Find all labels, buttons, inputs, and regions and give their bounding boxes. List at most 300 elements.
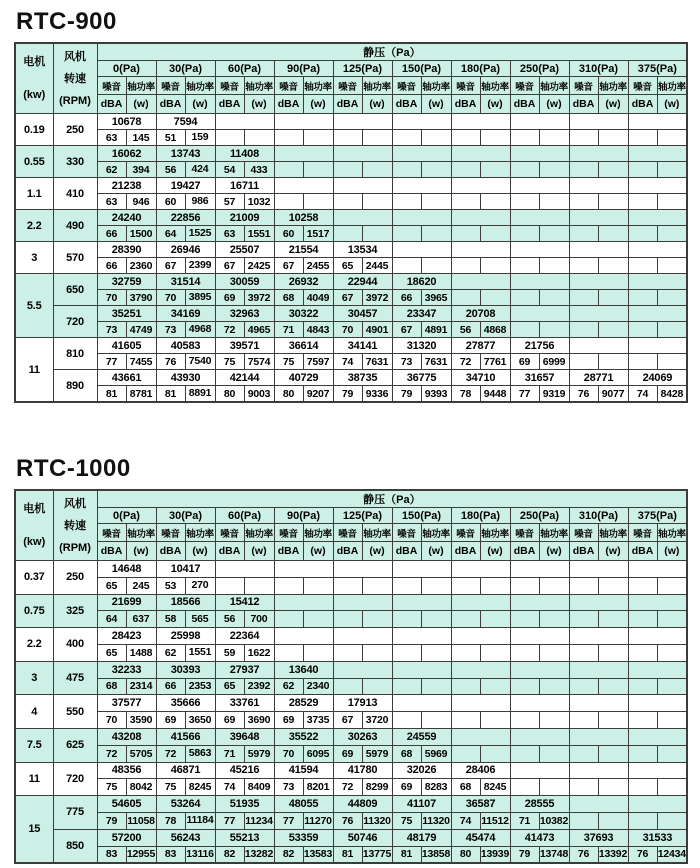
noise-power-row (15, 354, 687, 370)
power-value-cell: 5979 (362, 745, 392, 762)
noise-value-cell: 81 (97, 386, 126, 403)
airflow-cell: 22364 (215, 628, 274, 645)
noise-header: 噪音 (569, 524, 598, 542)
airflow-cell (569, 306, 628, 322)
noise-value-cell: 80 (215, 386, 244, 403)
noise-value-cell (628, 644, 657, 661)
power-value-cell: 245 (126, 577, 156, 594)
airflow-cell: 45216 (215, 762, 274, 779)
power-value-cell (362, 194, 392, 210)
section-rtc-1000 (14, 455, 686, 864)
noise-value-cell: 70 (156, 290, 185, 306)
power-value-cell: 4843 (303, 322, 333, 338)
power-value-cell (657, 226, 687, 242)
power-value-cell (657, 130, 687, 146)
noise-value-cell: 67 (215, 258, 244, 274)
airflow-cell: 34169 (156, 306, 215, 322)
power-value-cell: 4965 (244, 322, 274, 338)
airflow-cell (569, 762, 628, 779)
airflow-cell (392, 178, 451, 194)
power-value-cell (539, 577, 569, 594)
noise-unit-header: dBA (392, 95, 421, 114)
power-value-cell: 8409 (244, 779, 274, 796)
noise-value-cell: 71 (510, 812, 539, 829)
noise-value-cell (451, 678, 480, 695)
airflow-cell: 25507 (215, 242, 274, 258)
noise-value-cell: 66 (156, 678, 185, 695)
airflow-cell: 28529 (274, 695, 333, 712)
noise-value-cell: 79 (510, 846, 539, 863)
airflow-cell: 22944 (333, 274, 392, 290)
pressure-header: 125(Pa) (333, 508, 392, 524)
power-value-cell (362, 611, 392, 628)
noise-value-cell: 74 (333, 354, 362, 370)
power-value-cell: 145 (126, 130, 156, 146)
fan-rpm-cell: 720 (53, 306, 97, 338)
table-header (15, 490, 687, 561)
motor-kw-cell: 1.1 (15, 178, 53, 210)
noise-value-cell (510, 162, 539, 178)
airflow-cell (510, 661, 569, 678)
power-value-cell (539, 290, 569, 306)
airflow-cell: 28390 (97, 242, 156, 258)
noise-value-cell: 80 (451, 846, 480, 863)
airflow-cell: 16711 (215, 178, 274, 194)
airflow-cell (392, 210, 451, 226)
airflow-cell: 13743 (156, 146, 215, 162)
airflow-cell: 45474 (451, 829, 510, 846)
noise-value-cell (333, 194, 362, 210)
noise-value-cell (274, 577, 303, 594)
power-value-cell (362, 226, 392, 242)
airflow-cell (628, 728, 687, 745)
airflow-cell: 48179 (392, 829, 451, 846)
noise-value-cell: 53 (156, 577, 185, 594)
airflow-cell (274, 561, 333, 578)
airflow-cell (510, 695, 569, 712)
noise-value-cell (333, 130, 362, 146)
airflow-cell (451, 695, 510, 712)
noise-value-cell: 60 (156, 194, 185, 210)
noise-value-cell (569, 194, 598, 210)
airflow-cell (569, 796, 628, 813)
power-value-cell: 12434 (657, 846, 687, 863)
airflow-cell (510, 594, 569, 611)
noise-power-row (15, 322, 687, 338)
airflow-cell (569, 210, 628, 226)
power-value-cell (657, 194, 687, 210)
airflow-cell (392, 661, 451, 678)
airflow-cell: 43930 (156, 370, 215, 386)
noise-value-cell (628, 779, 657, 796)
shaft-power-header: 轴功率 (657, 524, 687, 542)
power-value-cell (539, 226, 569, 242)
motor-kw-cell: 2.2 (15, 210, 53, 242)
fan-rpm-header-text (54, 493, 97, 559)
airflow-cell: 21238 (97, 178, 156, 194)
noise-value-cell (392, 162, 421, 178)
power-value-cell (244, 577, 274, 594)
power-value-cell: 637 (126, 611, 156, 628)
noise-value-cell (569, 779, 598, 796)
power-value-cell: 1032 (244, 194, 274, 210)
noise-header: 噪音 (392, 77, 421, 95)
noise-header: 噪音 (333, 77, 362, 95)
noise-unit-header: dBA (97, 95, 126, 114)
noise-value-cell (510, 130, 539, 146)
airflow-cell (333, 114, 392, 130)
power-unit-header: (w) (598, 542, 628, 561)
power-value-cell (657, 644, 687, 661)
pressure-header: 180(Pa) (451, 508, 510, 524)
airflow-row (15, 242, 687, 258)
airflow-cell: 15412 (215, 594, 274, 611)
power-value-cell: 2445 (362, 258, 392, 274)
motor-unit-label: (kw) (23, 536, 46, 548)
pressure-header: 125(Pa) (333, 61, 392, 77)
pressure-header: 90(Pa) (274, 61, 333, 77)
noise-value-cell: 68 (274, 290, 303, 306)
static-pressure-header: 静压（Pa） (97, 43, 687, 61)
power-unit-header: (w) (126, 95, 156, 114)
noise-value-cell: 60 (274, 226, 303, 242)
power-value-cell: 424 (185, 162, 215, 178)
noise-value-cell: 58 (156, 611, 185, 628)
noise-value-cell: 69 (274, 712, 303, 729)
airflow-cell: 24240 (97, 210, 156, 226)
pressure-header: 375(Pa) (628, 61, 687, 77)
noise-value-cell (392, 577, 421, 594)
noise-value-cell: 57 (215, 194, 244, 210)
noise-unit-header: dBA (628, 542, 657, 561)
airflow-cell: 56243 (156, 829, 215, 846)
header-row-noise-power (15, 77, 687, 95)
noise-value-cell (274, 644, 303, 661)
pressure-header: 310(Pa) (569, 61, 628, 77)
noise-header: 噪音 (510, 77, 539, 95)
airflow-cell: 48055 (274, 796, 333, 813)
power-value-cell: 9393 (421, 386, 451, 403)
shaft-power-header: 轴功率 (598, 77, 628, 95)
airflow-cell (628, 594, 687, 611)
airflow-cell: 42144 (215, 370, 274, 386)
noise-value-cell: 62 (274, 678, 303, 695)
airflow-cell: 34710 (451, 370, 510, 386)
noise-header: 噪音 (451, 77, 480, 95)
power-value-cell (480, 611, 510, 628)
airflow-cell (569, 114, 628, 130)
airflow-cell: 30393 (156, 661, 215, 678)
fan-rpm-cell: 250 (53, 561, 97, 595)
airflow-cell (628, 306, 687, 322)
fan-rpm-cell: 330 (53, 146, 97, 178)
airflow-cell: 35666 (156, 695, 215, 712)
noise-value-cell: 77 (97, 354, 126, 370)
power-value-cell: 3590 (126, 712, 156, 729)
noise-value-cell: 63 (97, 194, 126, 210)
noise-value-cell (628, 678, 657, 695)
airflow-cell (569, 274, 628, 290)
noise-unit-header: dBA (156, 542, 185, 561)
noise-value-cell (451, 611, 480, 628)
noise-value-cell: 67 (392, 322, 421, 338)
power-unit-header: (w) (657, 542, 687, 561)
power-value-cell (303, 577, 333, 594)
airflow-cell: 46871 (156, 762, 215, 779)
power-value-cell: 9077 (598, 386, 628, 403)
noise-value-cell (510, 290, 539, 306)
noise-value-cell (569, 745, 598, 762)
power-value-cell (421, 194, 451, 210)
noise-value-cell: 75 (274, 354, 303, 370)
power-unit-header: (w) (657, 95, 687, 114)
power-value-cell (657, 162, 687, 178)
power-value-cell (421, 644, 451, 661)
power-value-cell: 5705 (126, 745, 156, 762)
noise-value-cell (569, 290, 598, 306)
noise-header: 噪音 (510, 524, 539, 542)
power-value-cell: 13116 (185, 846, 215, 863)
airflow-cell: 20708 (451, 306, 510, 322)
noise-value-cell (451, 712, 480, 729)
airflow-cell (510, 178, 569, 194)
airflow-cell: 36587 (451, 796, 510, 813)
power-value-cell: 2425 (244, 258, 274, 274)
header-row-pressures (15, 508, 687, 524)
noise-value-cell: 73 (97, 322, 126, 338)
noise-value-cell: 68 (97, 678, 126, 695)
header-row-units (15, 95, 687, 114)
airflow-cell (274, 628, 333, 645)
noise-value-cell: 69 (333, 745, 362, 762)
airflow-cell: 24069 (628, 370, 687, 386)
airflow-cell: 39571 (215, 338, 274, 354)
table-header (15, 43, 687, 114)
power-value-cell (480, 226, 510, 242)
airflow-cell (628, 338, 687, 354)
noise-value-cell: 82 (215, 846, 244, 863)
noise-header: 噪音 (392, 524, 421, 542)
power-value-cell (303, 162, 333, 178)
noise-power-row (15, 812, 687, 829)
airflow-cell (569, 661, 628, 678)
airflow-cell: 43208 (97, 728, 156, 745)
noise-unit-header: dBA (97, 542, 126, 561)
fan-rpm-cell: 475 (53, 661, 97, 695)
rpm-unit-label: (RPM) (59, 94, 91, 107)
power-unit-header: (w) (362, 542, 392, 561)
airflow-row (15, 594, 687, 611)
power-value-cell (657, 745, 687, 762)
airflow-cell: 24559 (392, 728, 451, 745)
power-value-cell: 986 (185, 194, 215, 210)
power-unit-header: (w) (598, 95, 628, 114)
airflow-cell: 14648 (97, 561, 156, 578)
noise-value-cell (569, 812, 598, 829)
airflow-cell: 21699 (97, 594, 156, 611)
power-unit-header: (w) (244, 95, 274, 114)
airflow-cell: 34141 (333, 338, 392, 354)
noise-unit-header: dBA (569, 542, 598, 561)
noise-value-cell (392, 226, 421, 242)
airflow-cell (510, 114, 569, 130)
fan-rpm-cell: 890 (53, 370, 97, 403)
noise-header: 噪音 (274, 524, 303, 542)
noise-value-cell: 81 (333, 846, 362, 863)
header-row-noise-power (15, 524, 687, 542)
noise-value-cell (569, 354, 598, 370)
power-value-cell (598, 354, 628, 370)
airflow-cell (510, 728, 569, 745)
power-unit-header: (w) (244, 542, 274, 561)
noise-value-cell (333, 678, 362, 695)
airflow-cell: 48356 (97, 762, 156, 779)
power-value-cell: 9336 (362, 386, 392, 403)
noise-value-cell: 77 (510, 386, 539, 403)
airflow-cell (628, 695, 687, 712)
airflow-cell (274, 178, 333, 194)
airflow-cell (451, 728, 510, 745)
noise-value-cell (510, 194, 539, 210)
airflow-cell (510, 210, 569, 226)
power-value-cell: 11058 (126, 812, 156, 829)
airflow-cell: 41605 (97, 338, 156, 354)
airflow-cell (333, 178, 392, 194)
noise-value-cell: 77 (274, 812, 303, 829)
power-value-cell: 8428 (657, 386, 687, 403)
power-value-cell: 565 (185, 611, 215, 628)
noise-value-cell (569, 712, 598, 729)
noise-power-row (15, 611, 687, 628)
noise-value-cell (628, 162, 657, 178)
airflow-cell: 10678 (97, 114, 156, 130)
power-unit-header: (w) (303, 95, 333, 114)
airflow-cell (451, 114, 510, 130)
airflow-cell (392, 628, 451, 645)
airflow-cell (569, 628, 628, 645)
airflow-cell: 10258 (274, 210, 333, 226)
noise-value-cell (392, 258, 421, 274)
power-unit-header: (w) (539, 95, 569, 114)
noise-value-cell: 71 (274, 322, 303, 338)
pressure-header: 0(Pa) (97, 61, 156, 77)
fan-rpm-cell: 570 (53, 242, 97, 274)
airflow-row (15, 561, 687, 578)
airflow-cell: 21554 (274, 242, 333, 258)
noise-value-cell (628, 577, 657, 594)
noise-power-row (15, 290, 687, 306)
noise-value-cell: 62 (97, 162, 126, 178)
noise-value-cell (628, 354, 657, 370)
power-value-cell (421, 226, 451, 242)
pressure-header: 250(Pa) (510, 61, 569, 77)
noise-power-row (15, 745, 687, 762)
airflow-cell: 41107 (392, 796, 451, 813)
airflow-row (15, 114, 687, 130)
power-value-cell: 13748 (539, 846, 569, 863)
noise-header: 噪音 (274, 77, 303, 95)
noise-value-cell: 56 (156, 162, 185, 178)
noise-value-cell: 65 (97, 577, 126, 594)
airflow-cell (628, 274, 687, 290)
noise-power-row (15, 577, 687, 594)
noise-value-cell: 54 (215, 162, 244, 178)
motor-kw-header (15, 490, 53, 561)
power-value-cell: 2360 (126, 258, 156, 274)
noise-value-cell: 73 (274, 779, 303, 796)
power-value-cell (539, 322, 569, 338)
airflow-cell: 41566 (156, 728, 215, 745)
airflow-cell: 32026 (392, 762, 451, 779)
noise-value-cell (215, 577, 244, 594)
noise-value-cell: 78 (451, 386, 480, 403)
power-value-cell: 11320 (362, 812, 392, 829)
power-value-cell (598, 322, 628, 338)
power-value-cell (539, 258, 569, 274)
power-value-cell (244, 130, 274, 146)
noise-value-cell (451, 130, 480, 146)
motor-kw-cell: 7.5 (15, 728, 53, 762)
power-value-cell (657, 812, 687, 829)
pressure-header: 150(Pa) (392, 61, 451, 77)
airflow-cell: 32759 (97, 274, 156, 290)
airflow-cell: 35522 (274, 728, 333, 745)
noise-value-cell (215, 130, 244, 146)
noise-value-cell: 66 (97, 226, 126, 242)
table-rtc-900 (14, 42, 688, 403)
airflow-cell (510, 146, 569, 162)
power-value-cell (303, 130, 333, 146)
noise-value-cell: 69 (215, 290, 244, 306)
noise-value-cell (274, 162, 303, 178)
fan-label: 风机 (64, 50, 86, 63)
header-row-static-pressure (15, 490, 687, 508)
noise-value-cell: 76 (569, 386, 598, 403)
power-value-cell: 3735 (303, 712, 333, 729)
noise-value-cell (451, 577, 480, 594)
power-value-cell: 8042 (126, 779, 156, 796)
noise-value-cell: 70 (97, 290, 126, 306)
noise-value-cell: 83 (97, 846, 126, 863)
shaft-power-header: 轴功率 (362, 524, 392, 542)
noise-value-cell (628, 258, 657, 274)
noise-header: 噪音 (97, 524, 126, 542)
power-value-cell: 7631 (362, 354, 392, 370)
airflow-cell: 33761 (215, 695, 274, 712)
power-value-cell (598, 162, 628, 178)
power-value-cell: 946 (126, 194, 156, 210)
airflow-cell: 38735 (333, 370, 392, 386)
power-value-cell: 8781 (126, 386, 156, 403)
noise-value-cell (628, 745, 657, 762)
noise-value-cell: 72 (333, 779, 362, 796)
noise-unit-header: dBA (215, 95, 244, 114)
motor-kw-cell: 11 (15, 338, 53, 403)
noise-value-cell (628, 290, 657, 306)
noise-value-cell (451, 226, 480, 242)
header-row-static-pressure (15, 43, 687, 61)
airflow-cell (510, 274, 569, 290)
power-value-cell: 13939 (480, 846, 510, 863)
power-value-cell: 8245 (480, 779, 510, 796)
motor-kw-cell: 4 (15, 695, 53, 729)
noise-value-cell: 65 (215, 678, 244, 695)
power-value-cell (598, 779, 628, 796)
power-value-cell (480, 130, 510, 146)
shaft-power-header: 轴功率 (126, 524, 156, 542)
power-value-cell: 8891 (185, 386, 215, 403)
noise-power-row (15, 194, 687, 210)
